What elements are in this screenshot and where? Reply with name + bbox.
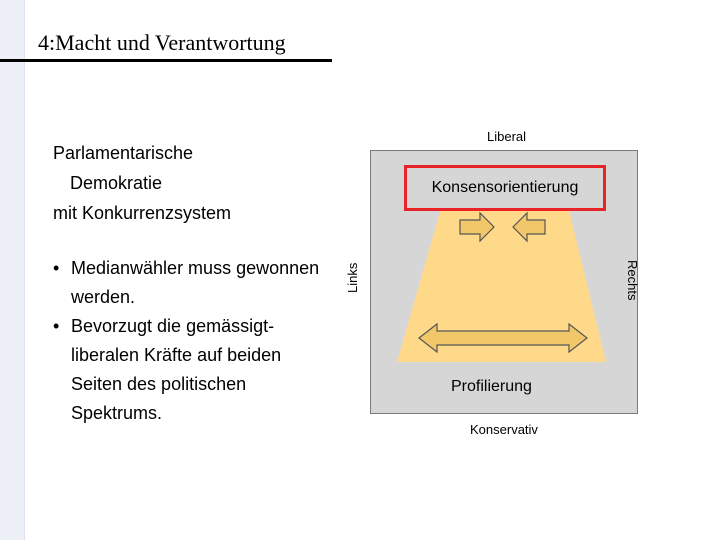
axis-label-top: Liberal	[487, 129, 527, 144]
bullet-glyph: •	[53, 316, 60, 336]
subheading-line-1: Parlamentarische	[53, 143, 194, 163]
axis-label-bottom: Konservativ	[470, 422, 538, 437]
bullet-glyph: •	[53, 258, 60, 278]
subheading-line-3: mit Konkurrenzsystem	[53, 203, 232, 223]
axis-label-left: Links	[345, 262, 360, 293]
subheading-line-2: Demokratie	[70, 173, 163, 193]
profile-label: Profilierung	[451, 378, 532, 395]
consensus-highlight-box	[404, 165, 606, 211]
page-title: 4:Macht und Verantwortung	[38, 30, 286, 55]
bullet-text: Medianwähler muss gewonnen werden.	[71, 258, 320, 307]
axis-label-right: Rechts	[625, 260, 640, 301]
consensus-label: Konsensorientierung	[431, 179, 579, 196]
bullet-text: Bevorzugt die gemässigt-liberalen Kräfte auf beiden Seiten des politischen Spektrums.	[71, 316, 282, 423]
